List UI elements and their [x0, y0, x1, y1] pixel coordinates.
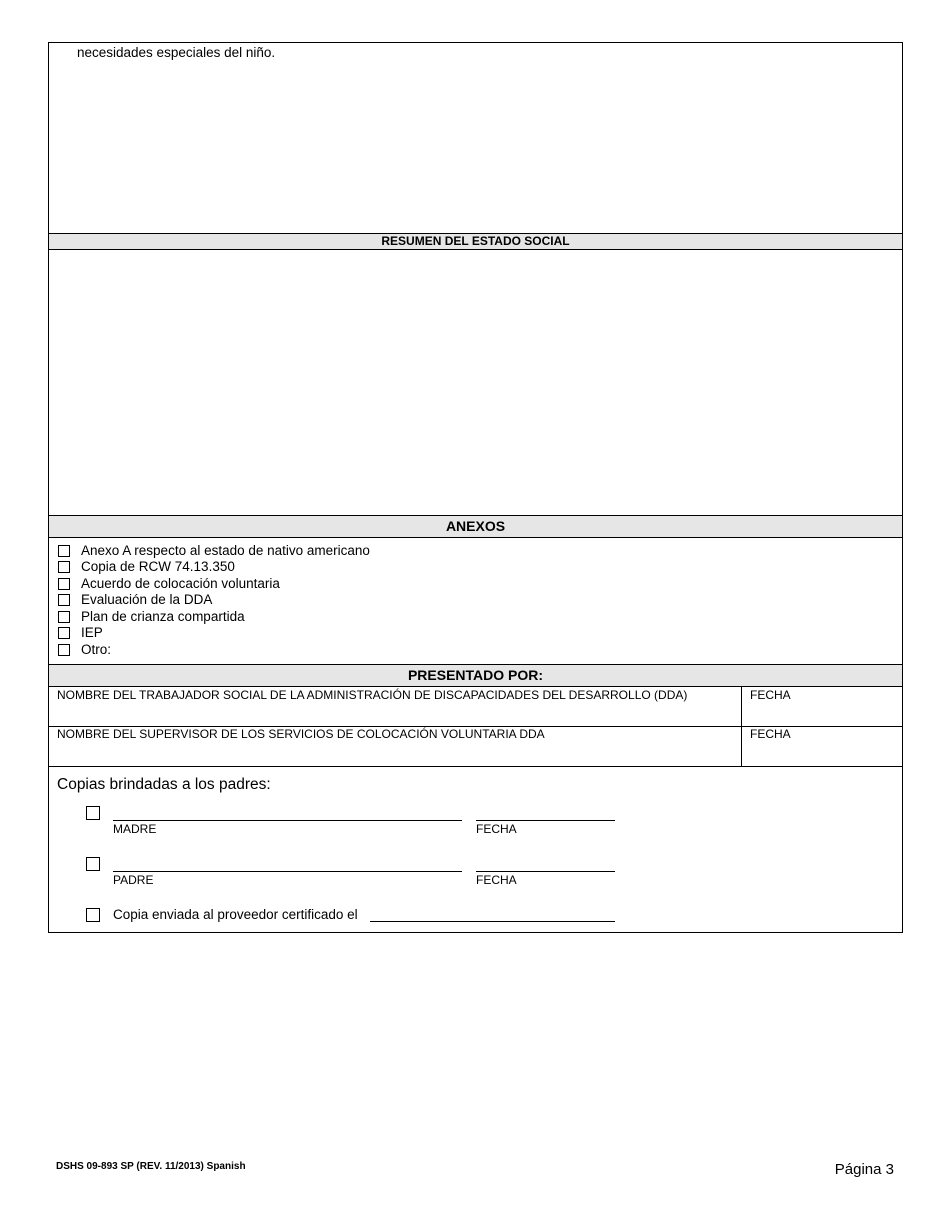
attachment-checkbox[interactable]: [58, 627, 70, 639]
supervisor-name-label: NOMBRE DEL SUPERVISOR DE LOS SERVICIOS DE COLOCACIÓN VOLUNTARIA DDA: [57, 727, 545, 741]
attachment-label: Plan de crianza compartida: [81, 609, 245, 624]
form-id: DSHS 09-893 SP (REV. 11/2013) Spanish: [56, 1161, 246, 1172]
attachment-label: Evaluación de la DDA: [81, 592, 213, 607]
father-signature-line[interactable]: [113, 871, 462, 872]
attachment-checkbox[interactable]: [58, 611, 70, 623]
attachment-checkbox[interactable]: [58, 561, 70, 573]
provider-copy-checkbox[interactable]: [86, 908, 100, 922]
supervisor-date-field[interactable]: [742, 727, 902, 766]
father-copy-checkbox[interactable]: [86, 857, 100, 871]
mother-date-line[interactable]: [476, 820, 615, 821]
social-summary-heading: RESUMEN DEL ESTADO SOCIAL: [49, 234, 902, 249]
social-worker-date-field[interactable]: [742, 687, 902, 726]
father-date-label: FECHA: [476, 873, 517, 887]
attachment-checkbox[interactable]: [58, 545, 70, 557]
attachment-label-other: Otro:: [81, 642, 112, 657]
supervisor-name-field[interactable]: [49, 727, 741, 766]
mother-date-label: FECHA: [476, 822, 517, 836]
mother-copy-checkbox[interactable]: [86, 806, 100, 820]
form-container: [48, 42, 903, 933]
attachment-label: Acuerdo de colocación voluntaria: [81, 576, 280, 591]
social-worker-name-field[interactable]: [49, 687, 741, 726]
copies-title: Copias brindadas a los padres:: [57, 776, 271, 793]
submitted-by-heading: PRESENTADO POR:: [49, 665, 902, 686]
page-number: Página 3: [834, 1161, 894, 1178]
continuation-text: necesidades especiales del niño.: [77, 45, 276, 60]
divider: [49, 537, 902, 538]
attachments-heading: ANEXOS: [49, 516, 902, 537]
attachment-checkbox[interactable]: [58, 594, 70, 606]
mother-signature-line[interactable]: [113, 820, 462, 821]
attachment-label: IEP: [81, 625, 103, 640]
social-worker-name-label: NOMBRE DEL TRABAJADOR SOCIAL DE LA ADMINISTRACIÓN DE DISCAPACIDADES DEL DESARROLLO (DDA): [57, 688, 688, 702]
column-divider: [741, 687, 742, 766]
social-summary-field[interactable]: [49, 250, 902, 515]
attachment-label: Anexo A respecto al estado de nativo americano: [81, 543, 370, 558]
provider-copy-text: Copia enviada al proveedor certificado el: [113, 907, 358, 922]
mother-label: MADRE: [113, 822, 157, 836]
divider: [49, 766, 902, 767]
father-date-line[interactable]: [476, 871, 615, 872]
attachment-checkbox-other[interactable]: [58, 644, 70, 656]
father-label: PADRE: [113, 873, 154, 887]
provider-date-line[interactable]: [370, 921, 615, 922]
attachment-checkbox[interactable]: [58, 578, 70, 590]
social-worker-date-label: FECHA: [750, 688, 791, 702]
supervisor-date-label: FECHA: [750, 727, 791, 741]
attachment-label: Copia de RCW 74.13.350: [81, 559, 235, 574]
